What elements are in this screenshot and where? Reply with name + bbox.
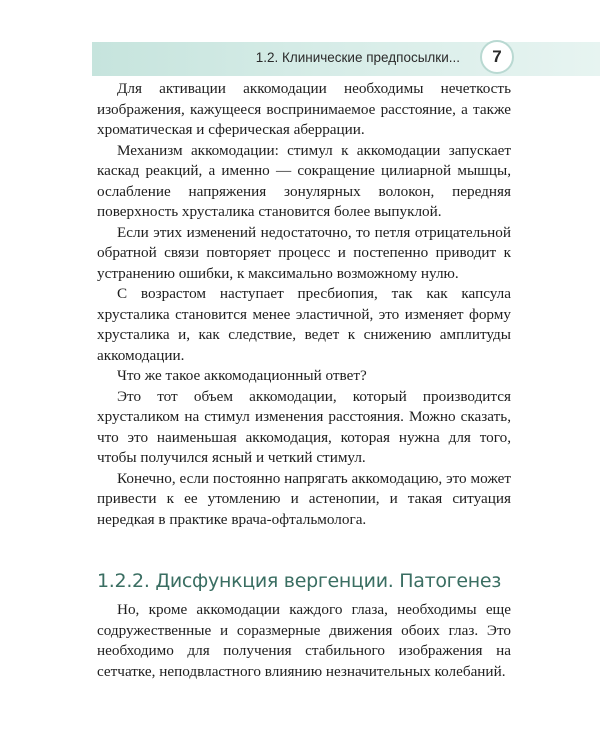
paragraph: Если этих изменений недостаточно, то петля отрицательной обратной связи повторяет процесс и постепенно приводит к устранению ошибки, к максимально возможному нулю. [97,223,511,282]
paragraph: Это тот объем аккомодации, который производится хрусталиком на стимул изменения расстояния. Можно сказать, что это наименьшая аккомодация, которая нужна для того, чтобы получился ясный и четкий стимул. [97,387,511,466]
paragraph: Конечно, если постоянно напрягать аккомодацию, это может привести к ее утомлению и астенопии, и такая ситуация нередкая в практике врача-офтальмолога. [97,469,511,528]
paragraph: Что же такое аккомодационный ответ? [117,367,367,384]
running-title: 1.2. Клинические предпосылки... [255,50,460,65]
section-body-text [97,600,511,682]
paragraph: Но, кроме аккомодации каждого глаза, необходимы еще содружественные и соразмерные движения обоих глаз. Это необходимо для получения стабильного изображения на сетчатке, неподвластного влиянию незначительных колебаний. [97,601,511,680]
page-number: 7 [492,47,502,66]
body-text [97,79,511,530]
paragraph: С возрастом наступает пресбиопия, так как капсула хрусталика становится менее эластичной, это изменяет форму хрусталика и, как следствие, ведет к снижению амплитуды аккомодации. [97,285,511,364]
paragraph: Для активации аккомодации необходимы нечеткость изображения, кажущееся воспринимаемое расстояние, а также хроматическая и сферическая аберрации. [97,80,511,138]
paragraph: Механизм аккомодации: стимул к аккомодации запускает каскад реакций, а именно — сокращение цилиарной мышцы, ослабление напряжения зонулярных волокон, передняя поверхность хрусталика становится более выпуклой. [97,141,511,220]
section-heading: 1.2.2. Дисфункция вергенции. Патогенез [97,570,502,592]
